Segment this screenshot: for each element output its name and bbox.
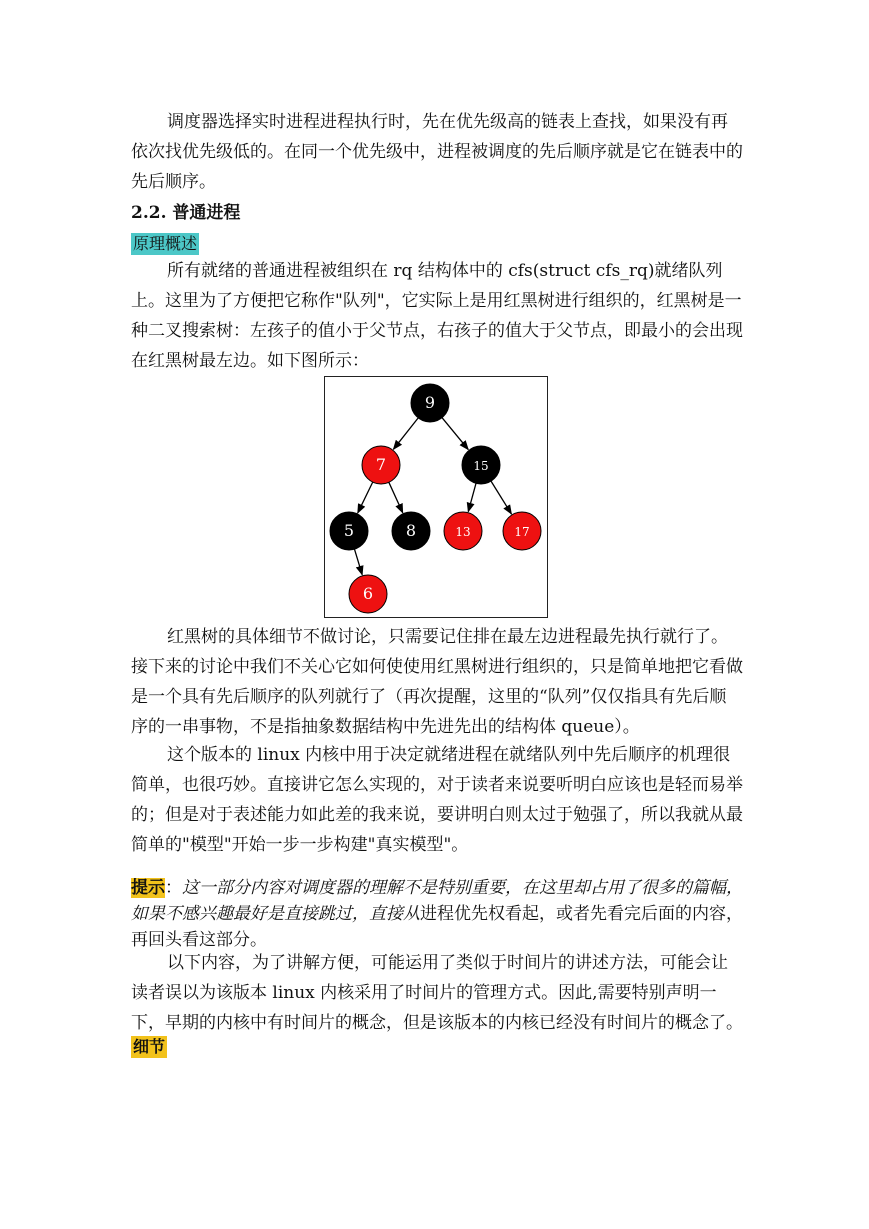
tree-node-15 xyxy=(462,446,500,484)
tree-node-label: 6 xyxy=(362,584,374,603)
tree-edge-n9-n15 xyxy=(442,418,468,450)
tree-edge-n5-n6 xyxy=(354,549,362,575)
tip-separator: ： xyxy=(165,878,182,898)
tree-node-13 xyxy=(444,512,482,550)
tip-paragraph xyxy=(131,875,743,953)
tree-node-7 xyxy=(362,446,400,484)
tree-node-label: 17 xyxy=(514,525,530,539)
red-black-tree-figure xyxy=(324,376,548,618)
tree-edge-n9-n7 xyxy=(393,418,418,449)
tree-node-label: 15 xyxy=(473,459,489,473)
tree-node-label: 7 xyxy=(375,455,387,474)
tree-node-9 xyxy=(411,384,449,422)
tree-edge-n7-n5 xyxy=(358,482,373,513)
tip-label: 提示 xyxy=(131,878,165,898)
tree-node-label: 5 xyxy=(343,521,355,540)
tree-node-5 xyxy=(330,512,368,550)
tree-node-17 xyxy=(503,512,541,550)
section-heading: 2.2. 普通进程 xyxy=(131,203,241,223)
paragraph-rbtree-details: 红黑树的具体细节不做讨论，只需要记住排在最左边进程最先执行就行了。接下来的讨论中我们不关心它如何使使用红黑树进行组织的，只是简单地把它看做是一个具有先后顺序的队列就行了（再次提醒，这里的“队列”仅仅指具有先后顺序的一串事物，不是指抽象数据结构中先进先出的结构体 queue）。 xyxy=(131,627,743,737)
tree-edge-n15-n17 xyxy=(491,481,511,514)
overview-label: 原理概述 xyxy=(133,234,198,253)
detail-label: 细节 xyxy=(133,1037,166,1056)
red-black-tree-diagram xyxy=(325,377,547,617)
paragraph-cfs-intro: 所有就绪的普通进程被组织在 rq 结构体中的 cfs(struct cfs_rq)就绪队列上。这里为了方便把它称作"队列"，它实际上是用红黑树进行组织的，红黑树是一种二叉搜索树：左孩子的值小于父节点，右孩子的值大于父节点，即最小的会出现在红黑树最左边。如下图所示： xyxy=(131,261,743,371)
tip-italic-text: 这一部分内容对调度器的理解不是特别重要，在这里却占用了很多的篇幅，如果不感兴趣最好是直接跳过，直接从 xyxy=(131,878,743,924)
paragraph-kernel-mechanism: 这个版本的 linux 内核中用于决定就绪进程在就绪队列中先后顺序的机理很简单，也很巧妙。直接讲它怎么实现的，对于读者来说要听明白应该也是轻而易举的；但是对于表述能力如此差的我来说，要讲明白则太过于勉强了，所以我就从最简单的"模型"开始一步一步构建"真实模型"。 xyxy=(131,745,743,855)
paragraph-timeslice-note: 以下内容，为了讲解方便，可能运用了类似于时间片的讲述方法，可能会让读者误以为该版本 linux 内核采用了时间片的管理方式。因此,需要特别声明一下，早期的内核中有时间片的概念，但是该版本的内核已经没有时间片的概念了。 xyxy=(131,953,743,1033)
tree-node-label: 9 xyxy=(424,393,436,412)
tip-normal-text: 进程优先权看起，或者先看完后面的内容，再回头看这部分。 xyxy=(131,904,743,950)
tree-node-label: 8 xyxy=(405,521,417,540)
tree-edge-n7-n8 xyxy=(389,482,403,512)
tree-edge-n15-n13 xyxy=(468,483,476,511)
paragraph-realtime-scheduling: 调度器选择实时进程进程执行时，先在优先级高的链表上查找，如果没有再依次找优先级低的。在同一个优先级中，进程被调度的先后顺序就是它在链表中的先后顺序。 xyxy=(131,112,743,192)
tree-node-6 xyxy=(349,575,387,613)
tree-node-label: 13 xyxy=(455,525,471,539)
tree-node-8 xyxy=(392,512,430,550)
